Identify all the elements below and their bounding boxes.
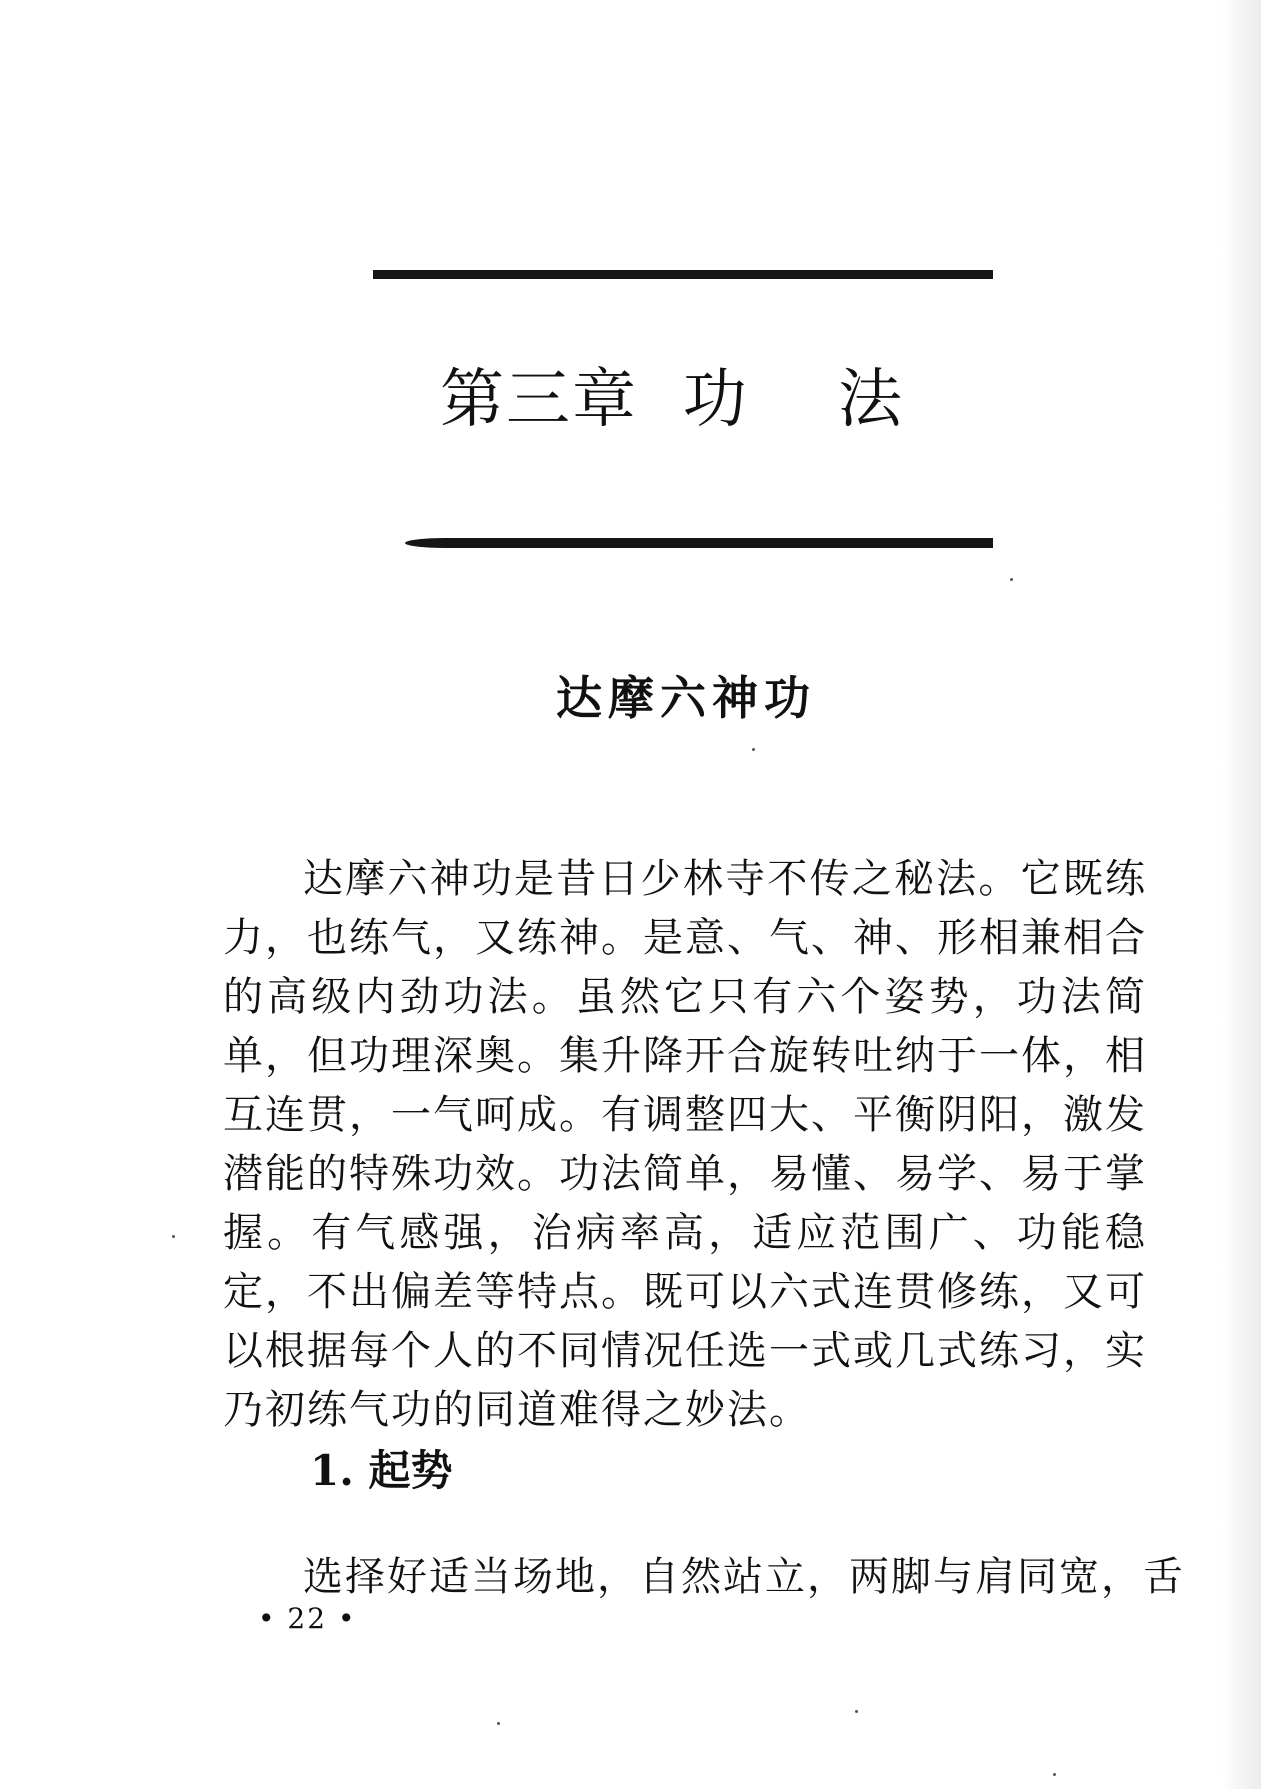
scan-speck bbox=[1010, 578, 1013, 581]
chapter-top-rule bbox=[373, 270, 993, 279]
scan-speck bbox=[1053, 1773, 1056, 1776]
chapter-bottom-rule bbox=[405, 538, 993, 548]
page-edge-shadow bbox=[1221, 0, 1261, 1789]
scan-speck bbox=[497, 1722, 500, 1725]
section-title: 达摩六神功 bbox=[556, 671, 816, 725]
scan-speck bbox=[172, 1235, 175, 1238]
chapter-title: 第三章 功 法 bbox=[440, 363, 905, 437]
scan-speck bbox=[855, 1710, 858, 1713]
subheading-step-1: 1. 起势 bbox=[310, 1446, 453, 1495]
next-paragraph-start: 选择好适当场地，自然站立，两脚与肩同宽，舌 bbox=[303, 1554, 1185, 1600]
body-paragraph: 达摩六神功是昔日少林寺不传之秘法。它既练力，也练气，又练神。是意、气、神、形相兼相合的高级内劲功法。虽然它只有六个姿势，功法简单，但功理深奥。集升降开合旋转吐纳于一体，相互连贯，一气呵成。有调整四大、平衡阴阳，激发潜能的特殊功效。功法简单，易懂、易学、易于掌握。有气感强，治病率高，适应范围广、功能稳定，不出偏差等特点。既可以六式连贯修练，又可以根据每个人的不同情况任选一式或几式练习，实乃初练气功的同道难得之妙法。 bbox=[223, 856, 1147, 1433]
scan-speck bbox=[752, 748, 755, 751]
page-number: • 22 • bbox=[258, 1602, 357, 1635]
